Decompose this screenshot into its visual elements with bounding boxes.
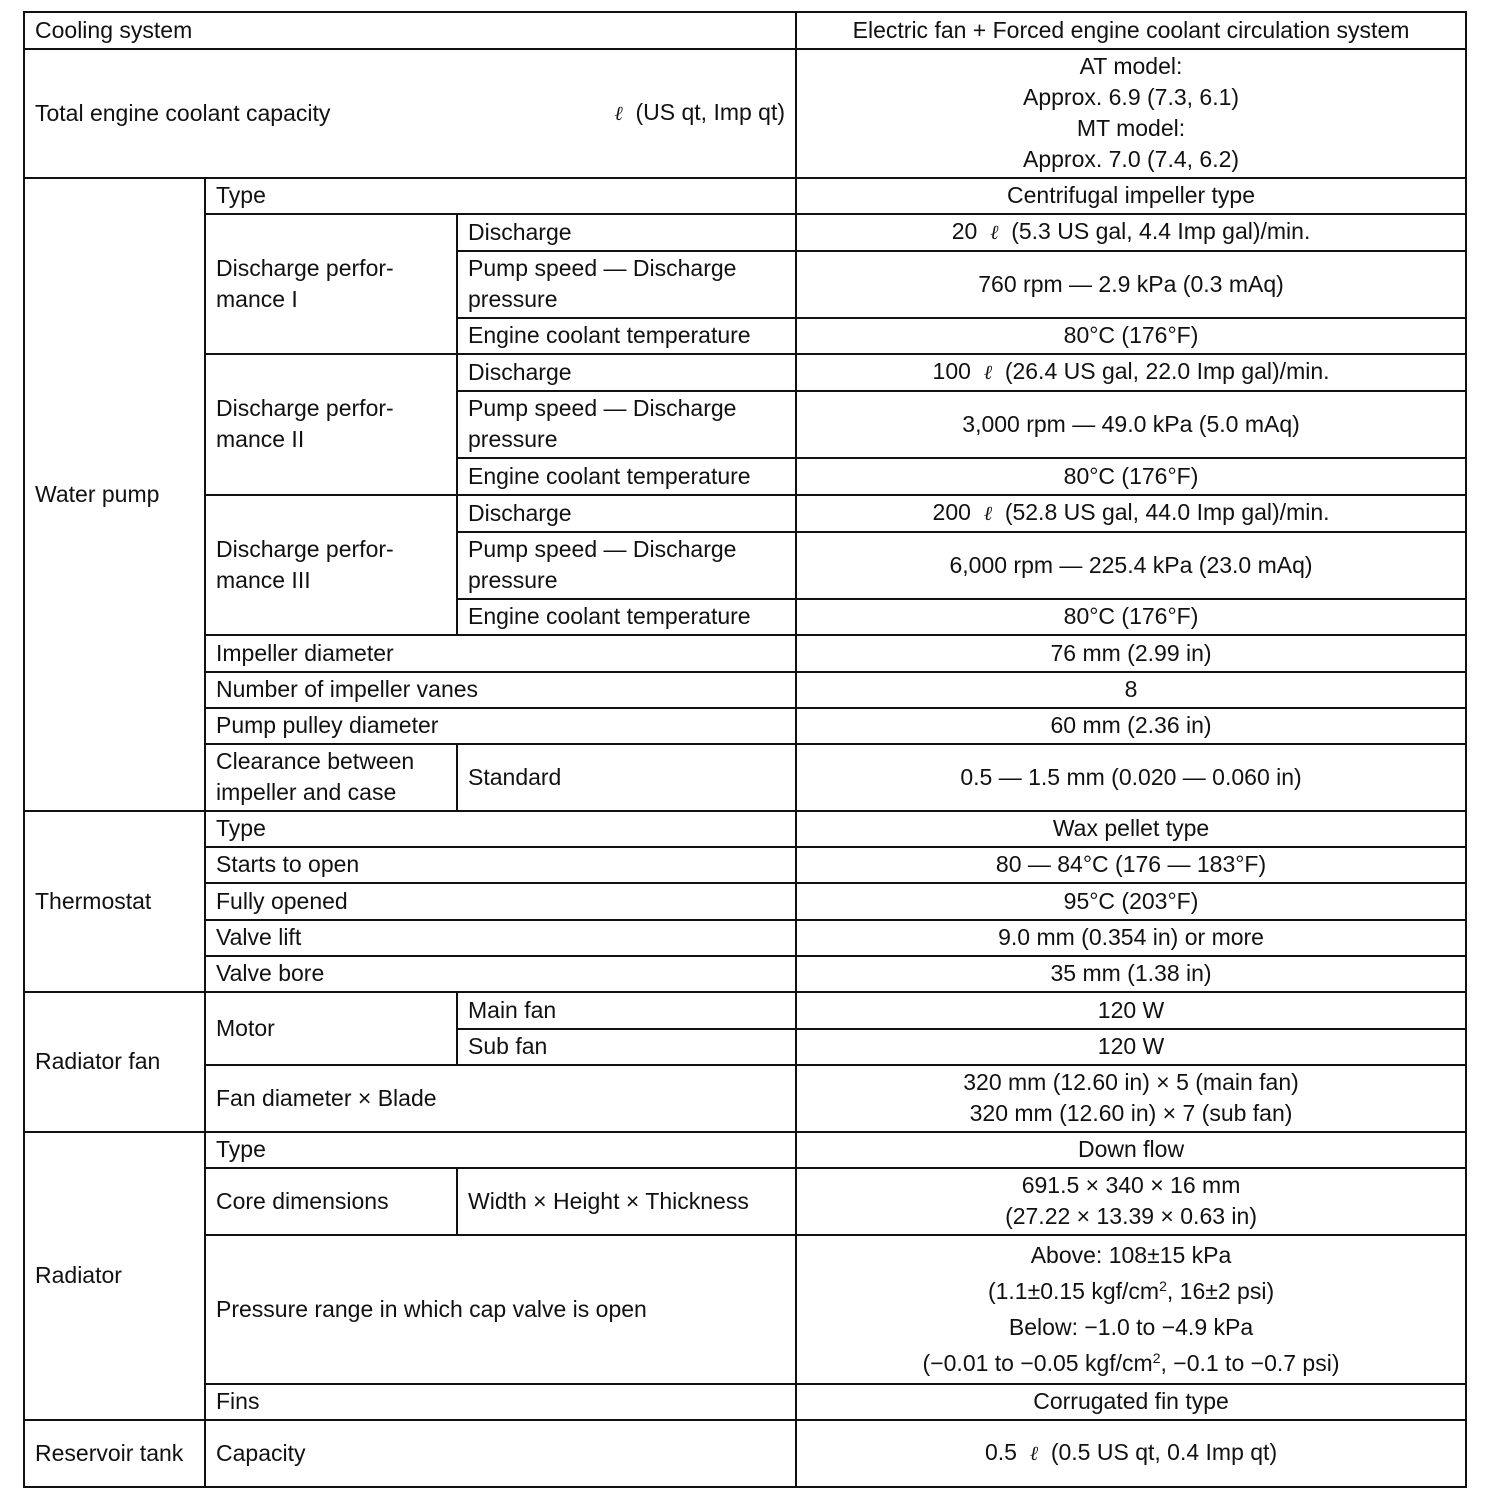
perf-1-discharge-value (796, 214, 1466, 251)
thermostat-row-value: 95°C (203°F) (796, 883, 1466, 920)
perf-2-temp-value: 80°C (176°F) (796, 458, 1466, 495)
cap-pressure-label: Pressure range in which cap valve is open (205, 1235, 796, 1384)
main-fan-label: Main fan (457, 992, 796, 1029)
mt-model-label: MT model: (1076, 115, 1186, 141)
perf-1-speed-value: 760 rpm — 2.9 kPa (0.3 mAq) (796, 251, 1466, 318)
impeller-vanes-label: Number of impeller vanes (205, 672, 796, 708)
perf-1-temp-value: 80°C (176°F) (796, 318, 1466, 354)
reservoir-row (24, 1420, 1466, 1487)
impeller-diameter-value: 76 mm (2.99 in) (796, 635, 1466, 672)
radiator-type-row (24, 1132, 1466, 1168)
core-dimensions-sub-label: Width × Height × Thickness (457, 1168, 796, 1235)
cap-pressure-row (24, 1235, 1466, 1384)
perf-2-discharge-label: Discharge (457, 354, 796, 391)
thermostat-row-label: Valve bore (205, 956, 796, 992)
coolant-capacity-unit-text: (US qt, Imp qt) (635, 99, 786, 125)
perf-1-discharge-label: Discharge (457, 214, 796, 251)
mt-model-value: Approx. 7.0 (7.4, 6.2) (1022, 146, 1240, 172)
cap-pressure-above-detail (807, 1273, 1455, 1309)
fins-row (24, 1384, 1466, 1420)
perf-2-discharge-num: 100 (932, 358, 971, 384)
thermostat-row (24, 883, 1466, 920)
coolant-capacity-row (24, 49, 1466, 178)
perf-3-discharge-rest: (52.8 US gal, 44.0 Imp gal)/min. (1004, 499, 1330, 525)
core-dimensions-value (796, 1168, 1466, 1235)
coolant-capacity-unit (614, 97, 785, 129)
clearance-label: Clearance between impeller and case (205, 744, 457, 811)
fan-diameter-value (796, 1065, 1466, 1132)
perf-1-discharge-num: 20 (951, 218, 978, 244)
pulley-diameter-value: 60 mm (2.36 in) (796, 708, 1466, 744)
clearance-sub-label: Standard (457, 744, 796, 811)
perf-3-discharge-row (24, 495, 1466, 532)
thermostat-row-label: Starts to open (205, 847, 796, 883)
core-dimensions-mm: 691.5 × 340 × 16 mm (1021, 1172, 1241, 1198)
perf-2-label: Discharge perfor-mance II (205, 354, 457, 495)
perf-3-speed-value: 6,000 rpm — 225.4 kPa (23.0 mAq) (796, 532, 1466, 599)
thermostat-row-label: Fully opened (205, 883, 796, 920)
impeller-diameter-label: Impeller diameter (205, 635, 796, 672)
reservoir-capacity-label: Capacity (205, 1420, 796, 1487)
above-detail-a: (1.1±0.15 kgf/cm (987, 1278, 1160, 1304)
perf-3-discharge-num: 200 (932, 499, 971, 525)
perf-1-label: Discharge perfor-mance I (205, 214, 457, 354)
cap-pressure-below-detail (807, 1345, 1455, 1381)
fan-diameter-sub: 320 mm (12.60 in) × 7 (sub fan) (969, 1100, 1293, 1126)
motor-label: Motor (205, 992, 457, 1065)
at-model-value: Approx. 6.9 (7.3, 6.1) (1022, 84, 1240, 110)
fins-value: Corrugated fin type (796, 1384, 1466, 1420)
perf-2-speed-label: Pump speed — Discharge pressure (457, 391, 796, 458)
radiator-label: Radiator (24, 1132, 205, 1420)
liter-symbol: ℓ (990, 220, 999, 244)
impeller-vanes-row (24, 672, 1466, 708)
main-fan-row (24, 992, 1466, 1029)
cooling-system-row (24, 12, 1466, 49)
coolant-capacity-label-cell (24, 49, 796, 178)
above-detail-sup: 2 (1159, 1278, 1167, 1294)
sub-fan-label: Sub fan (457, 1029, 796, 1065)
perf-2-speed-value: 3,000 rpm — 49.0 kPa (5.0 mAq) (796, 391, 1466, 458)
reservoir-capacity-value (796, 1420, 1466, 1487)
thermostat-row-value: 80 — 84°C (176 — 183°F) (796, 847, 1466, 883)
perf-1-discharge-row (24, 214, 1466, 251)
above-detail-b: , 16±2 psi) (1166, 1278, 1275, 1304)
liter-symbol: ℓ (983, 360, 993, 384)
radiator-type-label: Type (205, 1132, 796, 1168)
below-detail-sup: 2 (1152, 1350, 1161, 1366)
sub-fan-value: 120 W (796, 1029, 1466, 1065)
perf-3-temp-label: Engine coolant temperature (457, 599, 796, 635)
main-fan-value: 120 W (796, 992, 1466, 1029)
cap-pressure-below: Below: −1.0 to −4.9 kPa (1008, 1314, 1254, 1340)
impeller-diameter-row (24, 635, 1466, 672)
thermostat-row-value: 35 mm (1.38 in) (796, 956, 1466, 992)
liter-symbol: ℓ (614, 101, 623, 125)
core-dimensions-in: (27.22 × 13.39 × 0.63 in) (1005, 1203, 1257, 1229)
cooling-system-value: Electric fan + Forced engine coolant circulation system (796, 12, 1466, 49)
cap-pressure-value (796, 1235, 1466, 1384)
fan-diameter-row (24, 1065, 1466, 1132)
clearance-row (24, 744, 1466, 811)
thermostat-row (24, 811, 1466, 847)
pulley-diameter-row (24, 708, 1466, 744)
at-model-label: AT model: (1079, 53, 1183, 79)
liter-symbol: ℓ (1029, 1441, 1039, 1465)
perf-2-discharge-rest: (26.4 US gal, 22.0 Imp gal)/min. (1004, 358, 1330, 384)
reservoir-label: Reservoir tank (24, 1420, 205, 1487)
below-detail-b: , −0.1 to −0.7 psi) (1160, 1350, 1340, 1376)
perf-1-temp-label: Engine coolant temperature (457, 318, 796, 354)
thermostat-row (24, 920, 1466, 956)
coolant-capacity-value (796, 49, 1466, 178)
water-pump-type-row (24, 178, 1466, 214)
perf-2-discharge-row (24, 354, 1466, 391)
thermostat-label: Thermostat (24, 811, 205, 992)
thermostat-row-value: Wax pellet type (796, 811, 1466, 847)
water-pump-label: Water pump (24, 178, 205, 811)
thermostat-row-value: 9.0 mm (0.354 in) or more (796, 920, 1466, 956)
radiator-type-value: Down flow (796, 1132, 1466, 1168)
thermostat-row (24, 956, 1466, 992)
water-pump-type-label: Type (205, 178, 796, 214)
cooling-system-label: Cooling system (24, 12, 796, 49)
perf-3-speed-label: Pump speed — Discharge pressure (457, 532, 796, 599)
core-dimensions-row (24, 1168, 1466, 1235)
thermostat-row-label: Valve lift (205, 920, 796, 956)
perf-2-temp-label: Engine coolant temperature (457, 458, 796, 495)
perf-3-discharge-label: Discharge (457, 495, 796, 532)
fins-label: Fins (205, 1384, 796, 1420)
perf-3-discharge-value (796, 495, 1466, 532)
clearance-value: 0.5 — 1.5 mm (0.020 — 0.060 in) (796, 744, 1466, 811)
perf-1-speed-label: Pump speed — Discharge pressure (457, 251, 796, 318)
perf-3-label: Discharge perfor-mance III (205, 495, 457, 635)
fan-diameter-label: Fan diameter × Blade (205, 1065, 796, 1132)
thermostat-row (24, 847, 1466, 883)
pulley-diameter-label: Pump pulley diameter (205, 708, 796, 744)
thermostat-row-label: Type (205, 811, 796, 847)
below-detail-a: (−0.01 to −0.05 kgf/cm (922, 1350, 1153, 1376)
perf-1-discharge-rest: (5.3 US gal, 4.4 Imp gal)/min. (1011, 218, 1311, 244)
cap-pressure-above: Above: 108±15 kPa (1030, 1242, 1232, 1268)
perf-3-temp-value: 80°C (176°F) (796, 599, 1466, 635)
liter-symbol: ℓ (983, 501, 993, 525)
coolant-capacity-label: Total engine coolant capacity (35, 99, 331, 126)
radiator-fan-label: Radiator fan (24, 992, 205, 1132)
perf-2-discharge-value (796, 354, 1466, 391)
fan-diameter-main: 320 mm (12.60 in) × 5 (main fan) (963, 1069, 1299, 1095)
water-pump-type-value: Centrifugal impeller type (796, 178, 1466, 214)
core-dimensions-label: Core dimensions (205, 1168, 457, 1235)
cooling-spec-table (23, 11, 1467, 1488)
reservoir-capacity-rest: (0.5 US qt, 0.4 Imp qt) (1050, 1439, 1278, 1465)
impeller-vanes-value: 8 (796, 672, 1466, 708)
reservoir-capacity-num: 0.5 (984, 1439, 1017, 1465)
